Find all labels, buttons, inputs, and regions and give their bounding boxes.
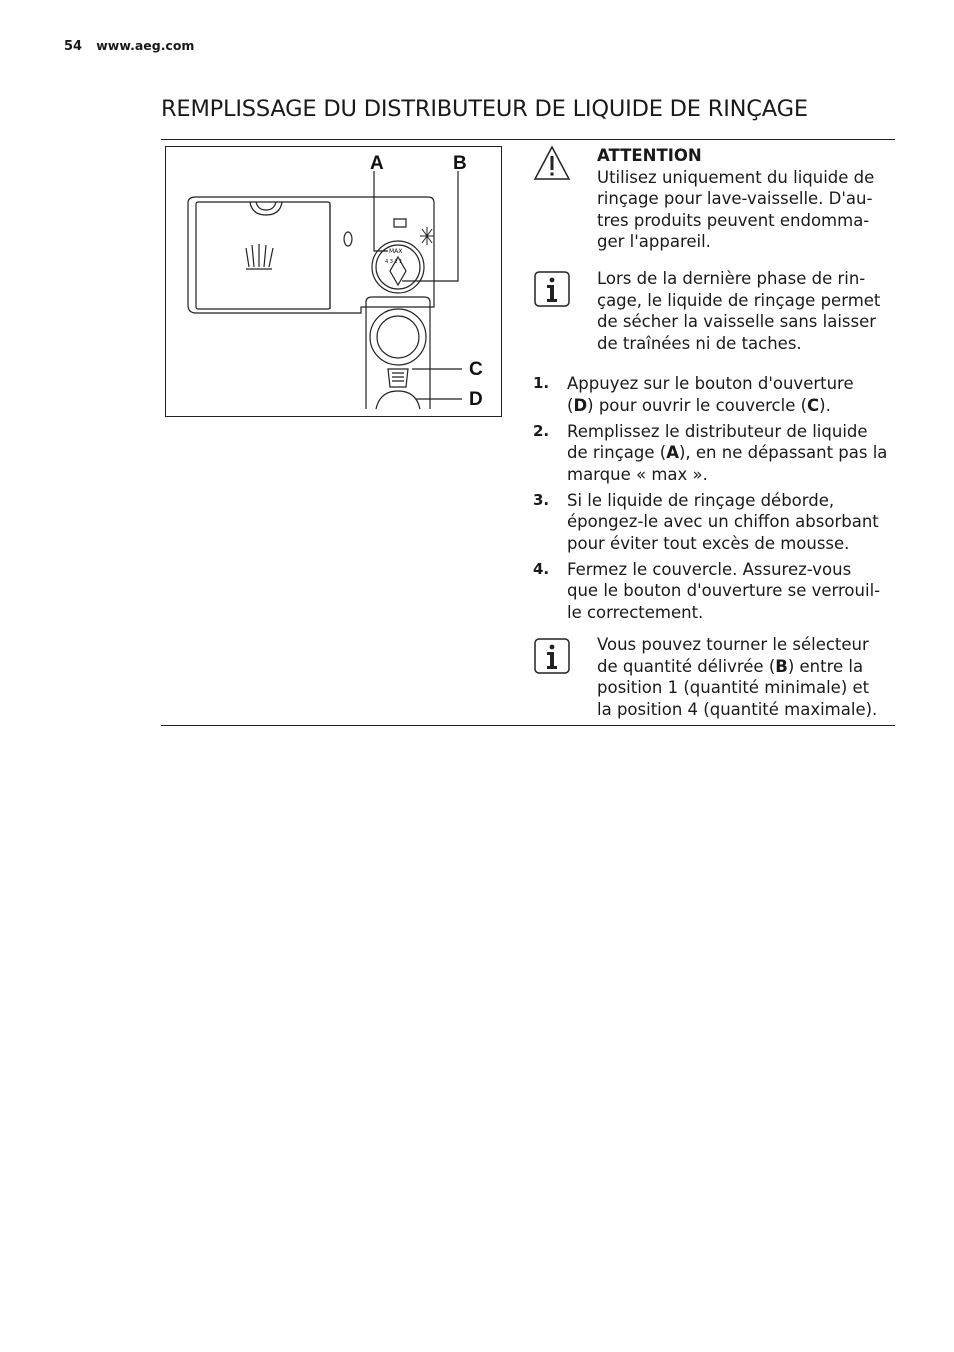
step-text: pour éviter tout excès de mousse. <box>567 533 850 553</box>
attention-line: rinçage pour lave-vaisselle. D'au- <box>597 189 873 208</box>
warning-triangle-icon <box>533 145 571 183</box>
step-ref: D <box>573 395 588 415</box>
label-d: D <box>469 389 483 410</box>
info-line: çage, le liquide de rinçage permet <box>597 290 881 310</box>
info-line: Vous pouvez tourner le sélecteur <box>597 635 869 654</box>
step-text: que le bouton d'ouverture se verrouil- <box>567 581 881 600</box>
label-a: A <box>370 153 384 174</box>
step-text: ), en ne dépassant pas la <box>678 443 888 462</box>
label-b: B <box>453 153 467 174</box>
top-divider <box>161 139 895 140</box>
step-item <box>533 559 895 624</box>
step-text: Fermez le couvercle. Assurez-vous <box>567 559 852 579</box>
attention-line: ger l'appareil. <box>597 232 711 251</box>
step-number: 4. <box>533 559 550 578</box>
step-text: ). <box>819 395 831 415</box>
dial-max-text: MAX <box>389 248 403 255</box>
info-icon <box>533 270 571 308</box>
step-text: marque « max ». <box>567 464 708 484</box>
site-url: www.aeg.com <box>96 38 195 53</box>
section-title: REMPLISSAGE DU DISTRIBUTEUR DE LIQUIDE DE RINÇAGE <box>161 96 808 122</box>
info-text <box>597 634 893 720</box>
instruction-steps <box>533 373 895 628</box>
info-line: de traînées ni de taches. <box>597 333 802 353</box>
step-text: ( <box>567 395 574 415</box>
info-line: Lors de la dernière phase de rin- <box>597 269 866 288</box>
info-text-part: de quantité délivrée ( <box>597 656 776 676</box>
info-ref: B <box>775 656 788 676</box>
step-text: Appuyez sur le bouton d'ouverture <box>567 374 854 393</box>
attention-heading: ATTENTION <box>597 146 702 165</box>
step-ref: A <box>666 443 679 462</box>
step-item <box>533 490 895 555</box>
dial-numbers: 4 3 2 1 <box>385 259 403 265</box>
info-line <box>597 656 893 678</box>
step-ref: C <box>807 395 820 415</box>
label-c: C <box>469 359 483 380</box>
rinse-aid-dispenser-figure <box>165 146 502 417</box>
step-text: Si le liquide de rinçage déborde, <box>567 490 835 510</box>
attention-line: tres produits peuvent endomma- <box>597 210 870 230</box>
info-line: de sécher la vaisselle sans laisser <box>597 312 877 331</box>
info-line: la position 4 (quantité maximale). <box>597 699 878 719</box>
info-text-part: ) entre la <box>787 656 864 676</box>
attention-line: Utilisez uniquement du liquide de <box>597 167 875 187</box>
step-text: Remplissez le distributeur de liquide <box>567 421 868 441</box>
info-icon <box>533 637 571 675</box>
info-line: position 1 (quantité minimale) et <box>597 678 870 697</box>
step-number: 3. <box>533 490 550 509</box>
step-text: épongez-le avec un chiffon absorbant <box>567 512 879 531</box>
step-text: le correctement. <box>567 602 704 622</box>
step-text: ) pour ouvrir le couvercle ( <box>587 395 808 415</box>
info-text <box>597 268 893 354</box>
step-item <box>533 373 895 416</box>
page-header <box>64 38 194 54</box>
bottom-divider <box>161 725 895 726</box>
attention-text <box>597 145 893 253</box>
page-number: 54 <box>64 39 83 54</box>
step-number: 2. <box>533 421 550 440</box>
step-item <box>533 421 895 486</box>
step-text: de rinçage ( <box>567 443 667 462</box>
step-number: 1. <box>533 374 550 392</box>
